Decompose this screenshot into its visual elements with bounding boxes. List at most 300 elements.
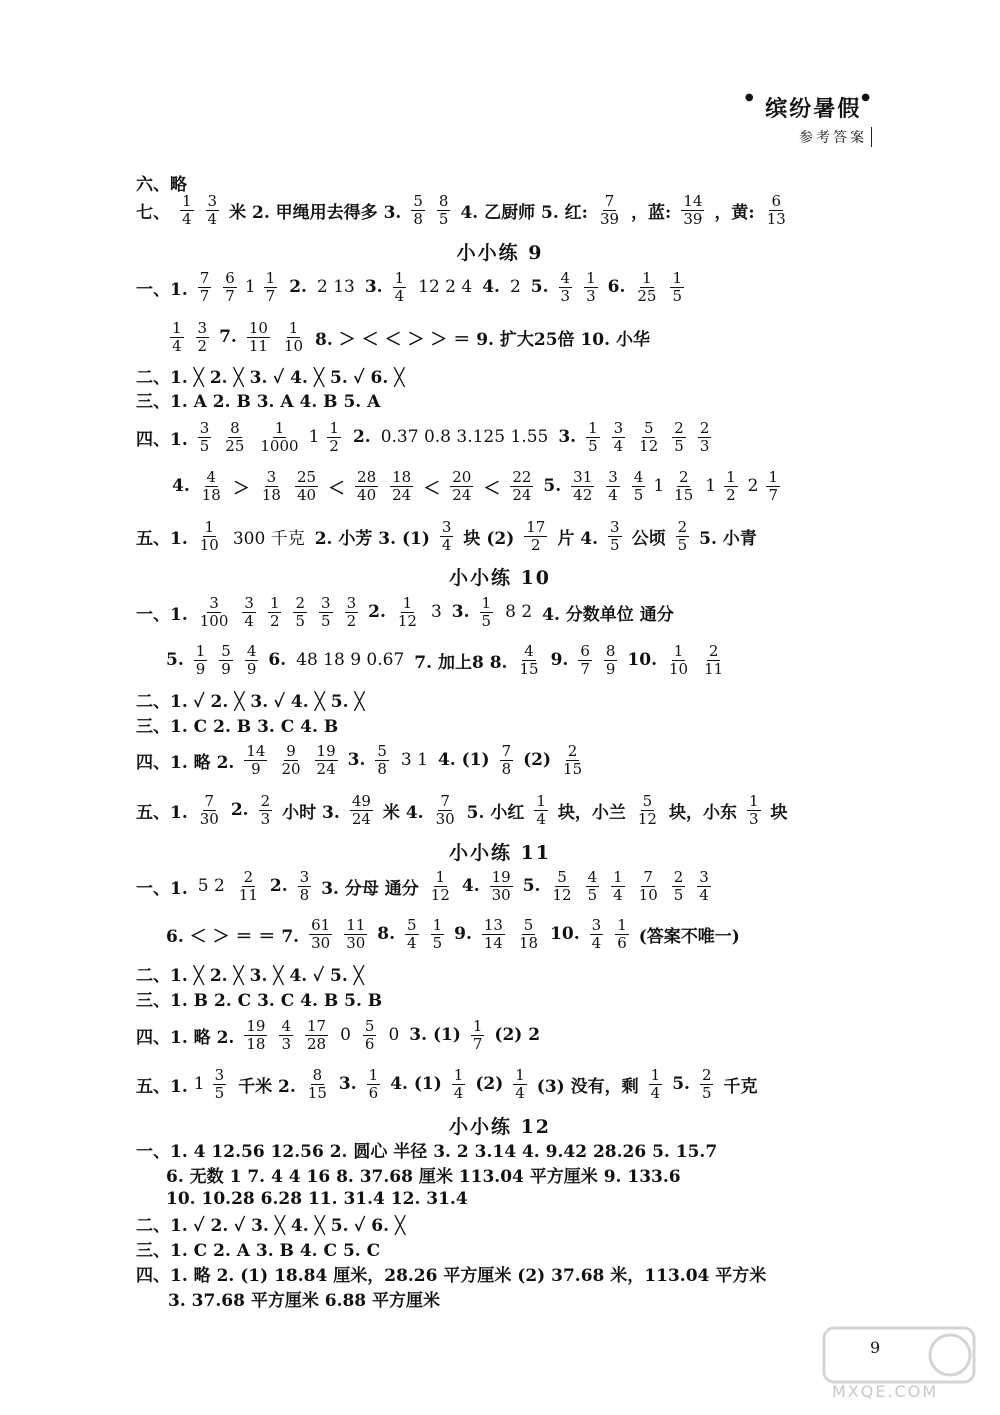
denominator: 30 — [199, 809, 219, 828]
numerator: 61 — [311, 915, 331, 934]
numerator: 8 — [438, 191, 449, 210]
denominator: 2 — [329, 436, 339, 455]
answer-text: 8. — [377, 924, 396, 944]
answer-text: 片 4. — [557, 528, 599, 549]
numerator: 14 — [246, 741, 266, 760]
answer-line — [162, 638, 731, 682]
answer-value: 8 2 — [505, 602, 533, 622]
denominator: 18 — [261, 485, 281, 504]
fraction — [561, 743, 584, 778]
answer-text: 块 — [770, 802, 788, 823]
answer-text: ＜ — [423, 478, 441, 499]
numerator: 4 — [524, 641, 534, 660]
page-header — [745, 92, 872, 147]
section-title: 小小练 11 — [448, 842, 552, 864]
denominator: 3 — [281, 1034, 291, 1053]
answer-text: 7. 加上8 8. — [414, 652, 508, 673]
denominator: 4 — [613, 885, 623, 904]
answer-text: 千米 2. — [238, 1076, 296, 1097]
numerator: 5 — [523, 915, 534, 934]
fraction — [259, 793, 273, 828]
denominator: 24 — [351, 809, 371, 828]
denominator: 5 — [673, 885, 684, 904]
numerator: 28 — [357, 467, 377, 486]
numerator: 2 — [677, 517, 688, 536]
denominator: 24 — [512, 485, 532, 504]
watermark-text: MXQE.COM — [832, 1382, 939, 1401]
answer-value: 3 1 — [400, 750, 428, 770]
denominator: 9 — [251, 759, 261, 778]
answer-text: 3. (1) — [409, 1025, 461, 1045]
answer-text: 6. — [607, 277, 626, 297]
answer-text: 2. — [289, 277, 307, 297]
fraction — [315, 743, 338, 778]
fraction — [534, 793, 548, 828]
denominator: 6 — [368, 1083, 379, 1102]
denominator: 24 — [452, 485, 472, 504]
denominator: 100 — [199, 611, 229, 630]
mixed-number — [309, 420, 347, 455]
numerator: 3 — [214, 1065, 225, 1084]
denominator: 5 — [199, 436, 210, 455]
watermark-logo — [820, 1320, 980, 1390]
answer-text: 2. — [230, 800, 249, 820]
numerator: 1 — [481, 593, 492, 612]
answer-text: 3. — [364, 277, 383, 297]
fraction — [279, 1018, 293, 1053]
denominator: 5 — [432, 933, 443, 952]
denominator: 11 — [238, 885, 258, 904]
denominator: 5 — [674, 436, 684, 455]
whole-part: 1 — [244, 277, 256, 297]
numerator: 1 — [453, 1065, 464, 1084]
answer-text: 一、1. — [136, 604, 188, 625]
fraction — [200, 469, 223, 504]
numerator: 4 — [633, 467, 644, 486]
answer-text: 四、1. 略 2. — [136, 752, 235, 773]
denominator: 24 — [392, 485, 412, 504]
answer-line — [162, 912, 744, 956]
numerator: 1 — [586, 268, 596, 287]
fraction — [393, 270, 407, 305]
fraction — [681, 193, 704, 228]
answer-value: 5 2 — [197, 876, 225, 896]
answer-value: 12 2 4 — [418, 277, 473, 297]
fraction — [405, 917, 419, 952]
numerator: 7 — [604, 191, 615, 210]
numerator: 1 — [269, 593, 280, 612]
numerator: 7 — [440, 791, 450, 810]
denominator: 5 — [701, 1083, 712, 1102]
numerator: 6 — [771, 191, 782, 210]
fraction — [490, 869, 513, 904]
numerator: 8 — [605, 641, 616, 660]
numerator: 3 — [244, 593, 254, 612]
numerator: 2 — [567, 741, 578, 760]
fraction — [219, 643, 233, 678]
answer-text: 10. — [550, 924, 580, 944]
answer-text: 五、1. — [136, 1076, 188, 1097]
denominator: 5 — [438, 209, 449, 228]
denominator: 7 — [768, 485, 779, 504]
numerator: 10 — [248, 318, 268, 337]
denominator: 12 — [552, 885, 572, 904]
fraction — [586, 420, 600, 455]
denominator: 10 — [638, 885, 658, 904]
fraction — [676, 519, 690, 554]
numerator: 2 — [678, 467, 689, 486]
answer-text: 2. — [269, 876, 288, 896]
denominator: 7 — [472, 1034, 483, 1053]
fraction — [434, 793, 457, 828]
fraction — [636, 793, 659, 828]
whole-part: 1 — [653, 476, 665, 496]
denominator: 4 — [650, 1083, 661, 1102]
answer-line — [164, 1285, 444, 1311]
answer-text: (2) — [523, 750, 552, 770]
fraction — [390, 469, 413, 504]
fraction — [615, 917, 629, 952]
numerator: 1 — [726, 467, 736, 486]
denominator: 2 — [197, 336, 208, 355]
fraction — [510, 469, 533, 504]
fraction — [355, 469, 378, 504]
numerator: 7 — [204, 791, 215, 810]
denominator: 14 — [483, 933, 503, 952]
denominator: 8 — [299, 885, 310, 904]
answer-value: 300 千克 — [232, 528, 305, 549]
whole-part: 1 — [308, 427, 320, 447]
fraction — [237, 869, 260, 904]
fraction — [598, 193, 621, 228]
answer-text: 7. — [219, 327, 237, 347]
numerator: 19 — [491, 867, 511, 886]
fraction — [411, 193, 425, 228]
denominator: 3 — [586, 286, 596, 305]
answer-text: 小时 3. — [282, 802, 340, 823]
fraction — [670, 270, 684, 305]
numerator: 3 — [321, 593, 331, 612]
fraction — [305, 1018, 328, 1053]
denominator: 30 — [435, 809, 455, 828]
fraction — [590, 917, 604, 952]
fraction — [697, 869, 711, 904]
answer-line — [164, 315, 654, 359]
denominator: 4 — [244, 611, 254, 630]
numerator: 2 — [708, 641, 719, 660]
answer-text: 10. 10.28 6.28 11. 31.4 12. 31.4 — [166, 1189, 468, 1209]
numerator: 49 — [351, 791, 371, 810]
numerator: 9 — [286, 741, 296, 760]
numerator: 1 — [402, 593, 413, 612]
denominator: 3 — [748, 809, 759, 828]
numerator: 1 — [617, 915, 627, 934]
answer-text: 8. ＞ ＜ ＜ ＞ ＞ ＝ 9. 扩大25倍 10. 小华 — [315, 329, 650, 350]
denominator: 12 — [397, 611, 417, 630]
answer-text: 5. — [522, 876, 541, 896]
answer-text: 公顷 — [631, 528, 666, 549]
numerator: 1 — [613, 867, 623, 886]
fraction — [500, 743, 514, 778]
answer-text: 6. — [268, 650, 287, 670]
numerator: 1 — [195, 641, 206, 660]
answer-text: 四、1. — [136, 429, 188, 450]
numerator: 22 — [512, 467, 532, 486]
denominator: 7 — [225, 286, 235, 305]
numerator: 3 — [199, 418, 210, 437]
denominator: 40 — [357, 485, 377, 504]
section-title: 小小练 10 — [448, 567, 552, 589]
answer-text: ，蓝: — [631, 202, 672, 223]
fraction — [196, 320, 210, 355]
numerator: 1 — [748, 791, 759, 810]
numerator: 1 — [274, 418, 285, 437]
denominator: 11 — [704, 659, 724, 678]
page-number: 9 — [870, 1338, 881, 1357]
numerator: 5 — [413, 191, 423, 210]
answer-line — [132, 1136, 721, 1162]
fraction — [245, 643, 259, 678]
numerator: 18 — [392, 467, 412, 486]
fraction — [170, 320, 184, 355]
answer-line — [168, 464, 788, 508]
fraction — [611, 869, 625, 904]
fraction — [766, 469, 780, 504]
fraction — [247, 320, 270, 355]
denominator: 3 — [699, 436, 710, 455]
answer-text: 四、1. 略 2. (1) 18.84 厘米，28.26 平方厘米 (2) 37.68 米，113.04 平方米 — [136, 1265, 767, 1286]
answer-line — [132, 415, 717, 459]
whole-part: 1 — [705, 476, 717, 496]
numerator: 5 — [642, 791, 653, 810]
numerator: 4 — [560, 268, 571, 287]
numerator: 1 — [432, 915, 443, 934]
numerator: 3 — [346, 593, 357, 612]
answer-line — [132, 590, 678, 634]
denominator: 4 — [536, 809, 546, 828]
denominator: 25 — [225, 436, 245, 455]
answer-text: 千克 — [723, 1076, 758, 1097]
answer-text: 3. 37.68 平方厘米 6.88 平方厘米 — [168, 1290, 441, 1311]
numerator: 5 — [407, 915, 417, 934]
numerator: 11 — [346, 915, 366, 934]
numerator: 7 — [199, 268, 210, 287]
fraction — [559, 270, 573, 305]
numerator: 3 — [591, 915, 602, 934]
denominator: 2 — [346, 611, 357, 630]
denominator: 25 — [637, 286, 657, 305]
fraction — [649, 1067, 663, 1102]
fraction — [319, 595, 333, 630]
answer-line — [162, 1161, 685, 1187]
answer-text: ＜ — [483, 478, 501, 499]
denominator: 20 — [281, 759, 301, 778]
denominator: 2 — [726, 485, 736, 504]
answer-text: (2) — [475, 1074, 504, 1094]
answer-text: 二、1. ╳ 2. ╳ 3. ╳ 4. ✓ 5. ╳ — [136, 965, 364, 986]
denominator: 4 — [591, 933, 602, 952]
numerator: 3 — [299, 867, 310, 886]
answer-value: 0 — [340, 1025, 351, 1045]
fraction — [282, 320, 305, 355]
denominator: 7 — [265, 286, 276, 305]
fraction — [440, 519, 454, 554]
denominator: 7 — [199, 286, 210, 305]
fraction — [672, 869, 686, 904]
denominator: 3 — [560, 286, 571, 305]
fraction — [198, 793, 221, 828]
numerator: 1 — [435, 867, 446, 886]
answer-text: 5. — [530, 277, 549, 297]
numerator: 1 — [672, 268, 683, 287]
fraction — [244, 743, 267, 778]
numerator: 2 — [295, 593, 306, 612]
numerator: 2 — [699, 418, 710, 437]
fraction — [632, 469, 646, 504]
denominator: 15 — [674, 485, 694, 504]
fraction — [578, 643, 592, 678]
fraction — [223, 420, 246, 455]
denominator: 39 — [683, 209, 703, 228]
denominator: 30 — [491, 885, 511, 904]
numerator: 8 — [230, 418, 240, 437]
fraction — [242, 595, 256, 630]
numerator: 3 — [209, 593, 219, 612]
denominator: 9 — [246, 659, 257, 678]
denominator: 18 — [246, 1034, 266, 1053]
fraction — [180, 193, 194, 228]
denominator: 7 — [580, 659, 590, 678]
fraction — [672, 420, 686, 455]
mixed-number — [194, 1067, 232, 1102]
numerator: 2 — [674, 418, 684, 437]
header-brand: ● 缤纷暑假● — [744, 92, 872, 122]
fraction — [213, 1067, 227, 1102]
denominator: 15 — [307, 1083, 327, 1102]
answer-text: 块，小兰 — [557, 802, 626, 823]
denominator: 5 — [677, 535, 688, 554]
answer-text: 二、1. ✓ 2. ✓ 3. ╳ 4. ╳ 5. ✓ 6. ╳ — [136, 1215, 406, 1236]
fraction — [517, 643, 540, 678]
whole-part: 2 — [747, 476, 759, 496]
numerator: 1 — [650, 1065, 661, 1084]
answer-text: 5. — [166, 650, 184, 670]
numerator: 3 — [197, 318, 208, 337]
denominator: 28 — [306, 1034, 327, 1053]
whole-part: 1 — [193, 1074, 205, 1094]
numerator: 2 — [673, 867, 684, 886]
denominator: 18 — [201, 485, 221, 504]
answer-text: 3. — [558, 427, 577, 447]
answer-text: 3. — [338, 1074, 357, 1094]
answer-text: 一、1. — [136, 279, 188, 300]
numerator: 1 — [204, 517, 215, 536]
denominator: 9 — [221, 659, 231, 678]
fraction — [606, 469, 620, 504]
numerator: 2 — [701, 1065, 712, 1084]
answer-line — [132, 985, 386, 1011]
answer-text: ＜ — [328, 478, 346, 499]
answer-line — [132, 386, 384, 412]
fraction — [309, 917, 332, 952]
answer-text: 块，小东 — [668, 802, 737, 823]
answer-text: 六、略 — [136, 174, 187, 195]
denominator: 4 — [613, 436, 624, 455]
denominator: 5 — [610, 535, 620, 554]
numerator: 1 — [265, 268, 276, 287]
denominator: 4 — [207, 209, 218, 228]
answer-text: 6. 无数 1 7. 4 4 16 8. 37.68 厘米 113.04 平方厘米 9. 133.6 — [166, 1166, 681, 1187]
numerator: 4 — [281, 1016, 291, 1035]
denominator: 10 — [283, 336, 304, 355]
answer-text: 三、1. C 2. B 3. C 4. B — [136, 716, 339, 737]
answer-text: 4. 分数单位 通分 — [542, 604, 674, 625]
fraction — [747, 793, 761, 828]
numerator: 20 — [452, 467, 472, 486]
answer-text: 一、1. 4 12.56 12.56 2. 圆心 半径 3. 2 3.14 4. 9.42 28.26 5. 15.7 — [136, 1141, 718, 1162]
fraction — [344, 917, 367, 952]
denominator: 4 — [608, 485, 618, 504]
answer-value: 3 — [430, 602, 442, 622]
answer-line — [132, 1210, 409, 1236]
fraction — [550, 869, 573, 904]
denominator: 3 — [260, 809, 271, 828]
fraction — [298, 869, 312, 904]
fraction — [635, 270, 658, 305]
numerator: 3 — [608, 467, 618, 486]
answer-line — [132, 788, 792, 832]
fraction — [608, 519, 622, 554]
answer-value: 48 18 9 0.67 — [296, 650, 405, 670]
answer-text: 三、1. A 2. B 3. A 4. B 5. A — [136, 391, 381, 412]
answer-text: 四、1. 略 2. — [136, 1027, 235, 1048]
fraction — [452, 1067, 466, 1102]
mixed-number — [705, 469, 743, 504]
numerator: 2 — [260, 791, 271, 810]
answer-text: 5. 小红 — [466, 802, 525, 823]
denominator: 4 — [182, 209, 192, 228]
fraction — [765, 193, 788, 228]
fraction — [264, 270, 278, 305]
numerator: 17 — [526, 517, 546, 536]
answer-text: (3) 没有，剩 — [536, 1076, 639, 1097]
numerator: 4 — [206, 467, 217, 486]
denominator: 2 — [269, 611, 280, 630]
numerator: 3 — [266, 467, 277, 486]
fraction — [612, 420, 626, 455]
numerator: 17 — [306, 1016, 327, 1035]
answer-text: (答案不唯一) — [638, 926, 740, 947]
answer-line — [132, 686, 369, 712]
fraction — [396, 595, 419, 630]
numerator: 3 — [207, 191, 218, 210]
denominator: 4 — [699, 885, 709, 904]
fraction — [524, 519, 547, 554]
fraction — [637, 420, 660, 455]
fraction — [295, 469, 318, 504]
numerator: 31 — [573, 467, 593, 486]
denominator: 4 — [515, 1083, 525, 1102]
answer-line — [132, 1062, 761, 1106]
answer-value: 2 — [509, 277, 521, 297]
answer-text: 块 (2) — [463, 528, 515, 549]
numerator: 1 — [329, 418, 339, 437]
answer-line — [132, 1013, 544, 1057]
fraction — [293, 595, 307, 630]
numerator: 1 — [536, 791, 546, 810]
fraction — [471, 1018, 485, 1053]
answer-text: 4. (1) — [437, 750, 490, 770]
